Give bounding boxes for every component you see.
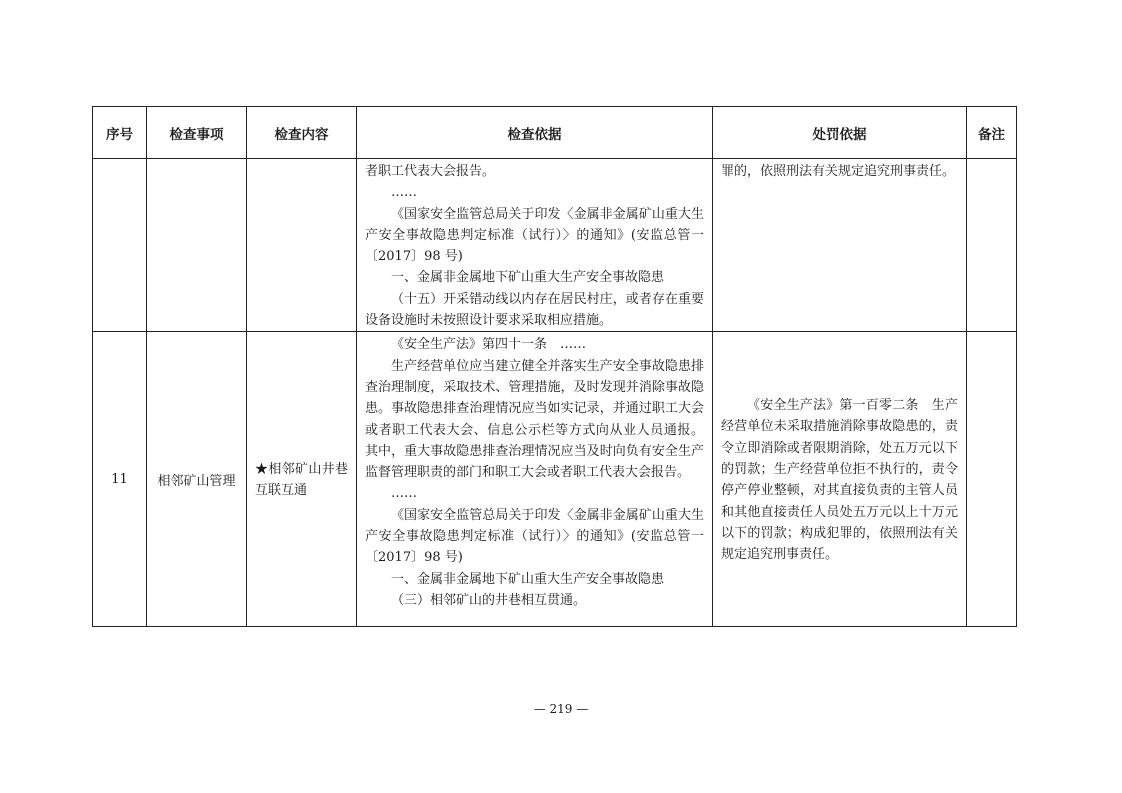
basis-ellipsis: …… <box>391 486 417 502</box>
cell-penalty-continued <box>713 159 967 332</box>
basis-ellipsis: …… <box>391 185 417 201</box>
header-penalty: 处罚依据 <box>713 107 967 159</box>
basis-line: （三）相邻矿山的井巷相互贯通。 <box>391 592 587 608</box>
header-basis: 检查依据 <box>357 107 713 159</box>
basis-line: 《国家安全监管总局关于印发〈金属非金属矿山重大生产安全事故隐患判定标准（试行）〉的通知》(安监总管一〔2017〕98 号) <box>365 507 704 566</box>
table-header-row <box>93 107 1017 159</box>
page-number: — 219 — <box>533 702 589 716</box>
basis-line: （十五）开采错动线以内存在居民村庄，或者存在重要设备设施时未按照设计要求采取相应措施。 <box>365 291 704 329</box>
cell-item-empty <box>147 159 247 332</box>
cell-content <box>247 332 357 627</box>
header-item: 检查事项 <box>147 107 247 159</box>
basis-line: 《国家安全监管总局关于印发〈金属非金属矿山重大生产安全事故隐患判定标准（试行）〉的通知》(安监总管一〔2017〕98 号) <box>365 206 704 265</box>
penalty-text: 《安全生产法》第一百零二条 生产经营单位未采取措施消除事故隐患的，责令立即消除或者限期消除，处五万元以下的罚款；生产经营单位拒不执行的，责令停产停业整顿，对其直接负责的主管人员和其他直接责任人员处五万元以上十万元以下的罚款；构成犯罪的，依照刑法有关规定追究刑事责任。 <box>721 398 958 563</box>
cell-basis-continued <box>357 159 713 332</box>
cell-note <box>967 332 1017 627</box>
basis-line: 一、金属非金属地下矿山重大生产安全事故隐患 <box>391 571 665 587</box>
cell-basis <box>357 332 713 627</box>
cell-item: 相邻矿山管理 <box>147 332 247 627</box>
table-row-11 <box>93 332 1017 627</box>
content-text: ★相邻矿山井巷互联互通 <box>255 462 348 499</box>
table-row-continued <box>93 159 1017 332</box>
basis-line: 者职工代表大会报告。 <box>365 164 496 179</box>
inspection-table <box>92 106 1017 627</box>
cell-number-empty <box>93 159 147 332</box>
cell-note-empty <box>967 159 1017 332</box>
header-note: 备注 <box>967 107 1017 159</box>
basis-line: 生产经营单位应当建立健全并落实生产安全事故隐患排查治理制度，采取技术、管理措施，及时发现并消除事故隐患。事故隐患排查治理情况应当如实记录，并通过职工大会或者职工代表大会、信息公示栏等方式向从业人员通报。 其中，重大事故隐患排查治理情况应当及时向负有安全生产监督管理职责的部门和职工大会或者职工代表大会报告。 <box>365 358 704 481</box>
basis-line: 《安全生产法》第四十一条 …… <box>391 337 587 353</box>
cell-content-empty <box>247 159 357 332</box>
cell-penalty <box>713 332 967 627</box>
basis-line: 一、金属非金属地下矿山重大生产安全事故隐患 <box>391 270 665 286</box>
penalty-text: 罪的，依照刑法有关规定追究刑事责任。 <box>721 164 956 179</box>
header-number: 序号 <box>93 107 147 159</box>
cell-number: 11 <box>93 332 147 627</box>
header-content: 检查内容 <box>247 107 357 159</box>
